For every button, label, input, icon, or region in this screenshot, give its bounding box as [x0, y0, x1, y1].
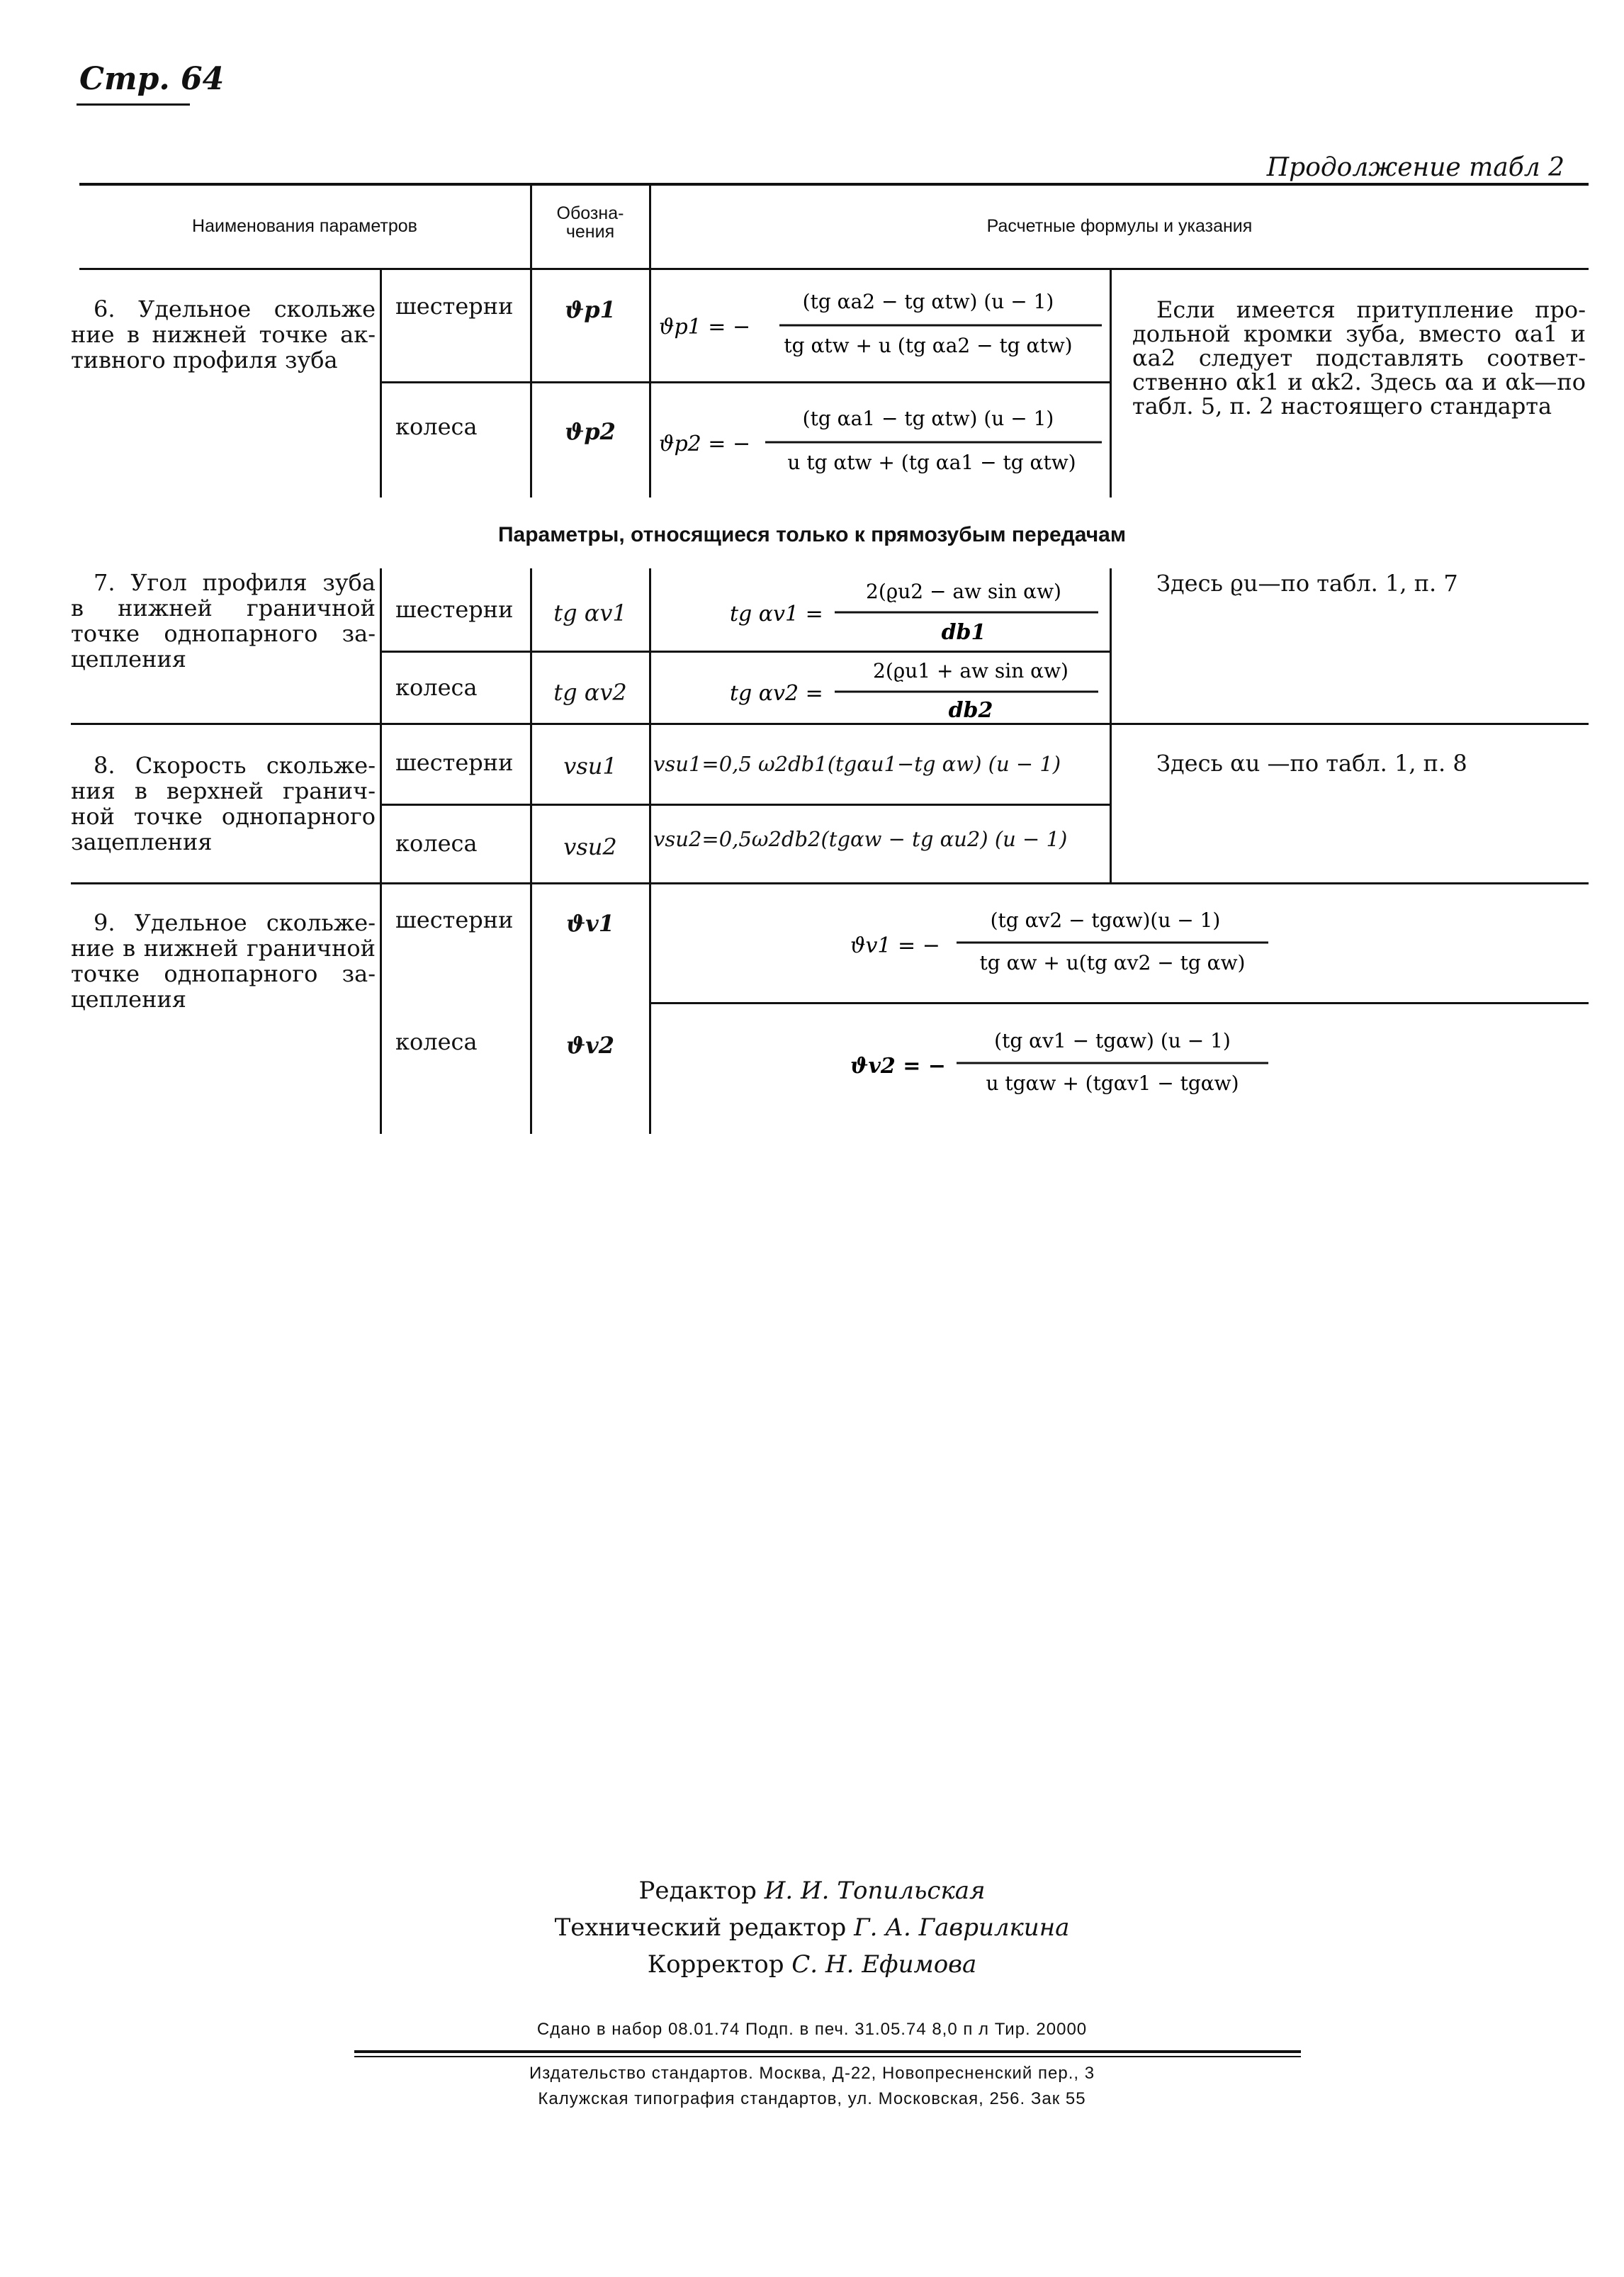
row9-formula-wheel-lhs: ϑv2 = −	[850, 1054, 946, 1079]
row9-name-line4: цепления	[71, 986, 186, 1013]
row8-name-line4: зацепления	[71, 828, 213, 855]
row7-bottom-rule	[71, 723, 1589, 725]
header-bottom-rule	[79, 268, 1589, 270]
row7-note: Здесь ϱu—по табл. 1, п. 7	[1156, 570, 1458, 597]
row8-symbol-wheel: vsu2	[563, 833, 617, 860]
row6-col-divider-d	[1110, 269, 1112, 497]
row9-col-divider-b	[530, 884, 532, 1134]
row9-name-line2: ние в нижней граничной	[71, 935, 376, 962]
header-divider-2	[649, 186, 651, 269]
row6-col-divider-c	[649, 269, 651, 497]
row9-col-divider-a	[380, 884, 382, 1134]
imprint-rule-thick	[354, 2050, 1301, 2053]
row9-part-wheel: колеса	[395, 1028, 478, 1055]
row8-symbol-pinion: vsu1	[563, 753, 617, 780]
row7-name-line1: 7. Угол профиля зуба	[94, 569, 376, 596]
row7-formula-wheel-den: db2	[948, 698, 993, 723]
table-continuation-label: Продолжение табл 2	[1266, 153, 1564, 182]
section-title-spur-gears: Параметры, относящиеся только к прямозубым передачам	[497, 523, 1127, 546]
row9-formula-pinion-num: (tg αv2 − tgαw)(u − 1)	[990, 909, 1221, 932]
row7-symbol-pinion: tg αv1	[553, 600, 627, 626]
row6-sub-divider	[380, 381, 1111, 383]
row6-note-line2: дольной кромки зуба, вместо αa1 и	[1132, 320, 1586, 347]
row6-formula-wheel	[659, 397, 1105, 489]
row6-name-line3: тивного профиля зуба	[71, 347, 338, 373]
imprint-line-3: Калужская типография стандартов, ул. Московская, 256. Зак 55	[538, 2089, 1086, 2108]
credit-editor-role: Редактор	[638, 1877, 757, 1905]
row7-part-wheel: колеса	[395, 674, 478, 701]
row7-part-pinion: шестерни	[395, 596, 514, 623]
row9-formula-pinion	[850, 900, 1304, 985]
page-number: Стр. 64	[79, 61, 225, 97]
header-name: Наименования параметров	[192, 216, 417, 236]
header-symbol	[533, 204, 648, 241]
row9-col-divider-c	[649, 884, 651, 1134]
table-top-rule	[79, 183, 1589, 186]
header-formulas: Расчетные формулы и указания	[986, 216, 1253, 236]
row6-formula-pinion-den: tg αtw + u (tg αa2 − tg αtw)	[784, 334, 1073, 357]
row6-col-divider-a	[380, 269, 382, 497]
row7-col-divider-a	[380, 568, 382, 723]
row8-formula-wheel: vsu2=0,5ω2db2(tgαw − tg αu2) (u − 1)	[653, 827, 1068, 851]
row8-name-line1: 8. Скорость скольже-	[94, 752, 376, 779]
row6-note-line5: табл. 5, п. 2 настоящего стандарта	[1132, 393, 1552, 420]
header-symbol-text: Обозна- чения	[556, 203, 624, 242]
credit-tech-editor-name: Г. А. Гаврилкина	[854, 1913, 1070, 1942]
row7-name-line2: в нижней граничной	[71, 595, 376, 622]
row9-formula-wheel	[850, 1021, 1304, 1106]
row6-name-line2: ние в нижней точке ак-	[71, 321, 376, 348]
row6-formula-pinion	[659, 280, 1105, 372]
row7-name	[71, 570, 376, 672]
credit-editor-name: И. И. Топильская	[764, 1877, 986, 1905]
credit-tech-editor	[0, 1913, 1624, 1942]
row7-formula-pinion-num: 2(ϱu2 − aw sin αw)	[866, 580, 1061, 603]
row8-bottom-rule	[71, 882, 1589, 884]
row6-formula-wheel-num: (tg αa1 − tg αtw) (u − 1)	[802, 407, 1054, 430]
row7-formula-pinion-lhs: tg αv1 =	[730, 602, 823, 626]
row6-part-wheel: колеса	[395, 413, 478, 440]
row6-name	[71, 296, 376, 373]
row6-note-line4: ственно αk1 и αk2. Здесь αa и αk—по	[1132, 369, 1586, 395]
row6-formula-wheel-lhs: ϑp2 = −	[659, 432, 751, 456]
row9-name-line1: 9. Удельное скольже-	[94, 909, 376, 936]
row9-formula-wheel-num: (tg αv1 − tgαw) (u − 1)	[994, 1029, 1231, 1052]
row9-formula-pinion-den: tg αw + u(tg αv2 − tg αw)	[979, 951, 1246, 974]
row6-note	[1132, 298, 1586, 418]
header-divider-1	[530, 186, 532, 269]
row9-formula-pinion-lhs: ϑv1 = −	[850, 933, 940, 958]
row9-name	[71, 910, 376, 1012]
imprint-rule-thin	[354, 2056, 1301, 2057]
row9-name-line3: точке однопарного за-	[71, 960, 376, 987]
row9-symbol-wheel: ϑv2	[565, 1032, 614, 1059]
row8-sub-divider	[380, 804, 1111, 806]
row9-formula-wheel-den: u tgαw + (tgαv1 − tgαw)	[986, 1072, 1239, 1095]
row7-symbol-wheel: tg αv2	[553, 679, 627, 706]
row9-symbol-pinion: ϑv1	[565, 910, 614, 937]
row9-part-pinion: шестерни	[395, 906, 514, 933]
row8-formula-pinion: vsu1=0,5 ω2db1(tgαu1−tg αw) (u − 1)	[653, 752, 1061, 776]
row6-formula-pinion-num: (tg αa2 − tg αtw) (u − 1)	[802, 290, 1054, 313]
credit-corrector	[0, 1950, 1624, 1979]
page-number-underline	[77, 103, 190, 106]
row7-formula-wheel-lhs: tg αv2 =	[730, 681, 823, 706]
row6-symbol-wheel: ϑp2	[565, 418, 616, 445]
row6-note-line1: Если имеется притупление про-	[1156, 296, 1586, 323]
row7-formula-wheel	[659, 652, 1105, 723]
row7-formula-pinion	[659, 571, 1105, 649]
row8-name-line2: ния в верхней гранич-	[71, 777, 376, 804]
imprint-line-2: Издательство стандартов. Москва, Д-22, Новопресненский пер., 3	[529, 2064, 1095, 2083]
row6-name-line1: 6. Удельное скольже	[94, 296, 376, 322]
row7-col-divider-c	[649, 568, 651, 723]
credit-corrector-name: С. Н. Ефимова	[791, 1950, 977, 1979]
row6-formula-wheel-den: u tg αtw + (tg αa1 − tg αtw)	[787, 451, 1076, 474]
row8-part-pinion: шестерни	[395, 749, 514, 776]
row7-formula-wheel-num: 2(ϱu1 + aw sin αw)	[873, 659, 1068, 682]
row8-name	[71, 753, 376, 855]
row8-part-wheel: колеса	[395, 830, 478, 857]
row7-name-line3: точке однопарного за-	[71, 620, 376, 647]
row8-name-line3: ной точке однопарного	[71, 803, 376, 830]
row7-name-line4: цепления	[71, 646, 186, 673]
row8-note: Здесь αu —по табл. 1, п. 8	[1156, 750, 1467, 777]
row7-col-divider-b	[530, 568, 532, 723]
row7-col-divider-d	[1110, 568, 1112, 723]
row9-sub-divider	[650, 1002, 1589, 1004]
imprint-line-1: Сдано в набор 08.01.74 Подп. в печ. 31.05.74 8,0 п л Тир. 20000	[536, 2020, 1088, 2039]
row6-formula-pinion-lhs: ϑp1 = −	[659, 315, 751, 339]
row6-symbol-pinion: ϑp1	[565, 296, 616, 323]
row6-part-pinion: шестерни	[395, 293, 514, 320]
credit-editor	[0, 1877, 1624, 1905]
row7-formula-pinion-den: db1	[941, 620, 986, 645]
row6-note-line3: αa2 следует подставлять соответ-	[1132, 344, 1586, 371]
credit-corrector-role: Корректор	[647, 1950, 784, 1979]
row6-col-divider-b	[530, 269, 532, 497]
credit-tech-editor-role: Технический редактор	[554, 1913, 847, 1942]
